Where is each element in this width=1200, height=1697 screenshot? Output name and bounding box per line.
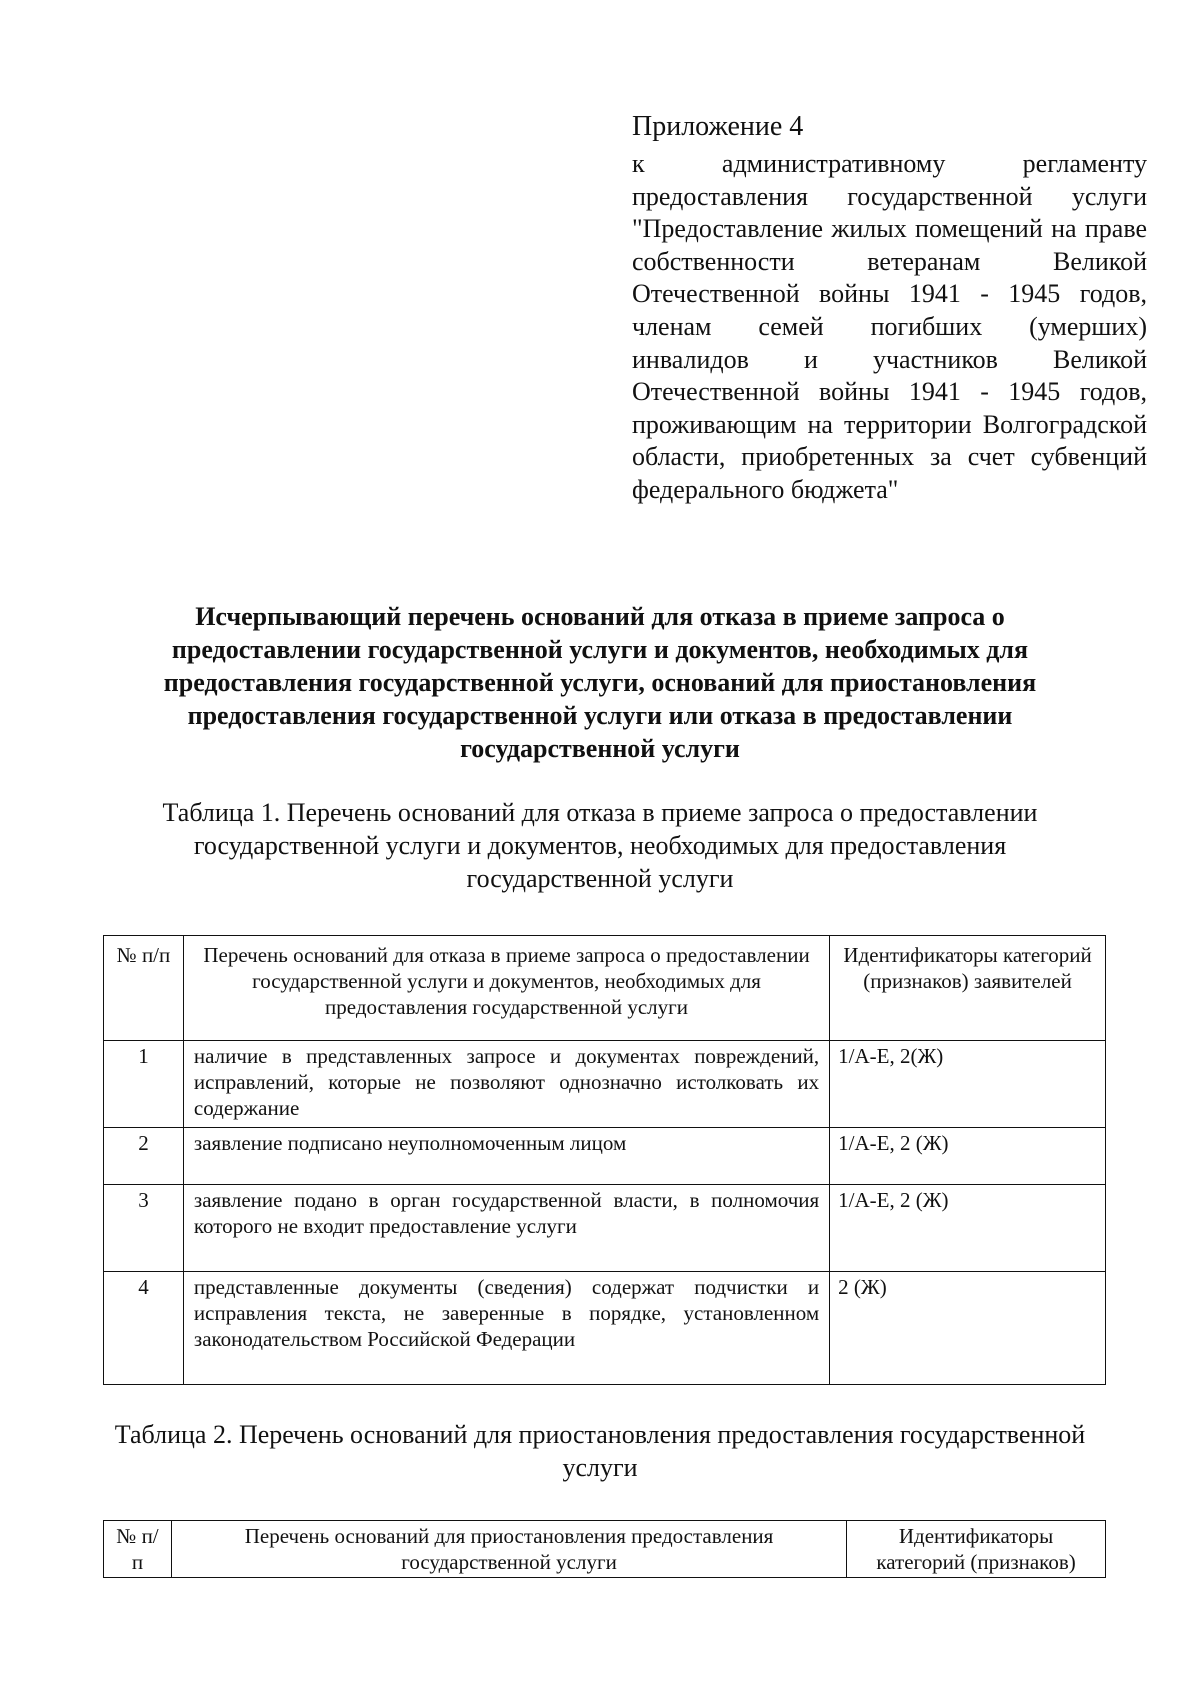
table2-header-ids: Идентификаторы категорий (признаков) <box>847 1521 1106 1578</box>
appendix-text: к административному регламенту предоставления государственной услуги "Предоставление жилых помещений на праве собственности ветеранам Великой Отечественной войны 1941 - 1945 годов, членам семей погибших (умерших) инвалидов и участников Великой Отечественной войны 1941 - 1945 годов, проживающим на территории Волгоградской области, приобретенных за счет субвенций федерального бюджета" <box>632 149 1147 504</box>
table1-header-reasons: Перечень оснований для отказа в приеме запроса о предоставлении государственной услуги и документов, необходимых для предоставления государственной услуги <box>183 936 829 1041</box>
table2-header-row <box>104 1521 1106 1578</box>
row-ids: 1/А-Е, 2(Ж) <box>830 1041 1106 1128</box>
table2-header-num: № п/п <box>104 1521 172 1578</box>
row-ids: 1/А-Е, 2 (Ж) <box>830 1128 1106 1185</box>
appendix-title: Приложение 4 <box>632 111 804 142</box>
document-title: Исчерпывающий перечень оснований для отказа в приеме запроса о предоставлении государственной услуги и документов, необходимых для предоставления государственной услуги, оснований для приостановления предоставления государственной услуги или отказа в предоставлении государственной услуги <box>163 602 1037 763</box>
table-row <box>104 1128 1106 1185</box>
row-reason: заявление подано в орган государственной власти, в полномочия которого не входит предоставление услуги <box>183 1185 829 1272</box>
table1-header-num: № п/п <box>104 936 184 1041</box>
row-reason: заявление подписано неуполномоченным лицом <box>183 1128 829 1185</box>
table2 <box>103 1520 1106 1578</box>
table-row <box>104 1185 1106 1272</box>
table1 <box>103 935 1106 1385</box>
table-row <box>104 1041 1106 1128</box>
row-reason: наличие в представленных запросе и документах повреждений, исправлений, которые не позволяют однозначно истолковать их содержание <box>183 1041 829 1128</box>
row-number: 4 <box>104 1272 184 1385</box>
table1-header-row <box>104 936 1106 1041</box>
table-row <box>104 1272 1106 1385</box>
row-ids: 2 (Ж) <box>830 1272 1106 1385</box>
table2-caption: Таблица 2. Перечень оснований для приостановления предоставления государственной услуги <box>114 1420 1086 1482</box>
appendix-block <box>632 110 1147 507</box>
row-number: 3 <box>104 1185 184 1272</box>
table1-header-ids: Идентификаторы категорий (признаков) заявителей <box>830 936 1106 1041</box>
row-number: 1 <box>104 1041 184 1128</box>
row-reason: представленные документы (сведения) содержат подчистки и исправления текста, не заверенные в порядке, установленном законодательством Российской Федерации <box>183 1272 829 1385</box>
row-ids: 1/А-Е, 2 (Ж) <box>830 1185 1106 1272</box>
table2-header-reasons: Перечень оснований для приостановления предоставления государственной услуги <box>171 1521 846 1578</box>
row-number: 2 <box>104 1128 184 1185</box>
table1-caption: Таблица 1. Перечень оснований для отказа в приеме запроса о предоставлении государственной услуги и документов, необходимых для предоставления государственной услуги <box>162 798 1038 893</box>
